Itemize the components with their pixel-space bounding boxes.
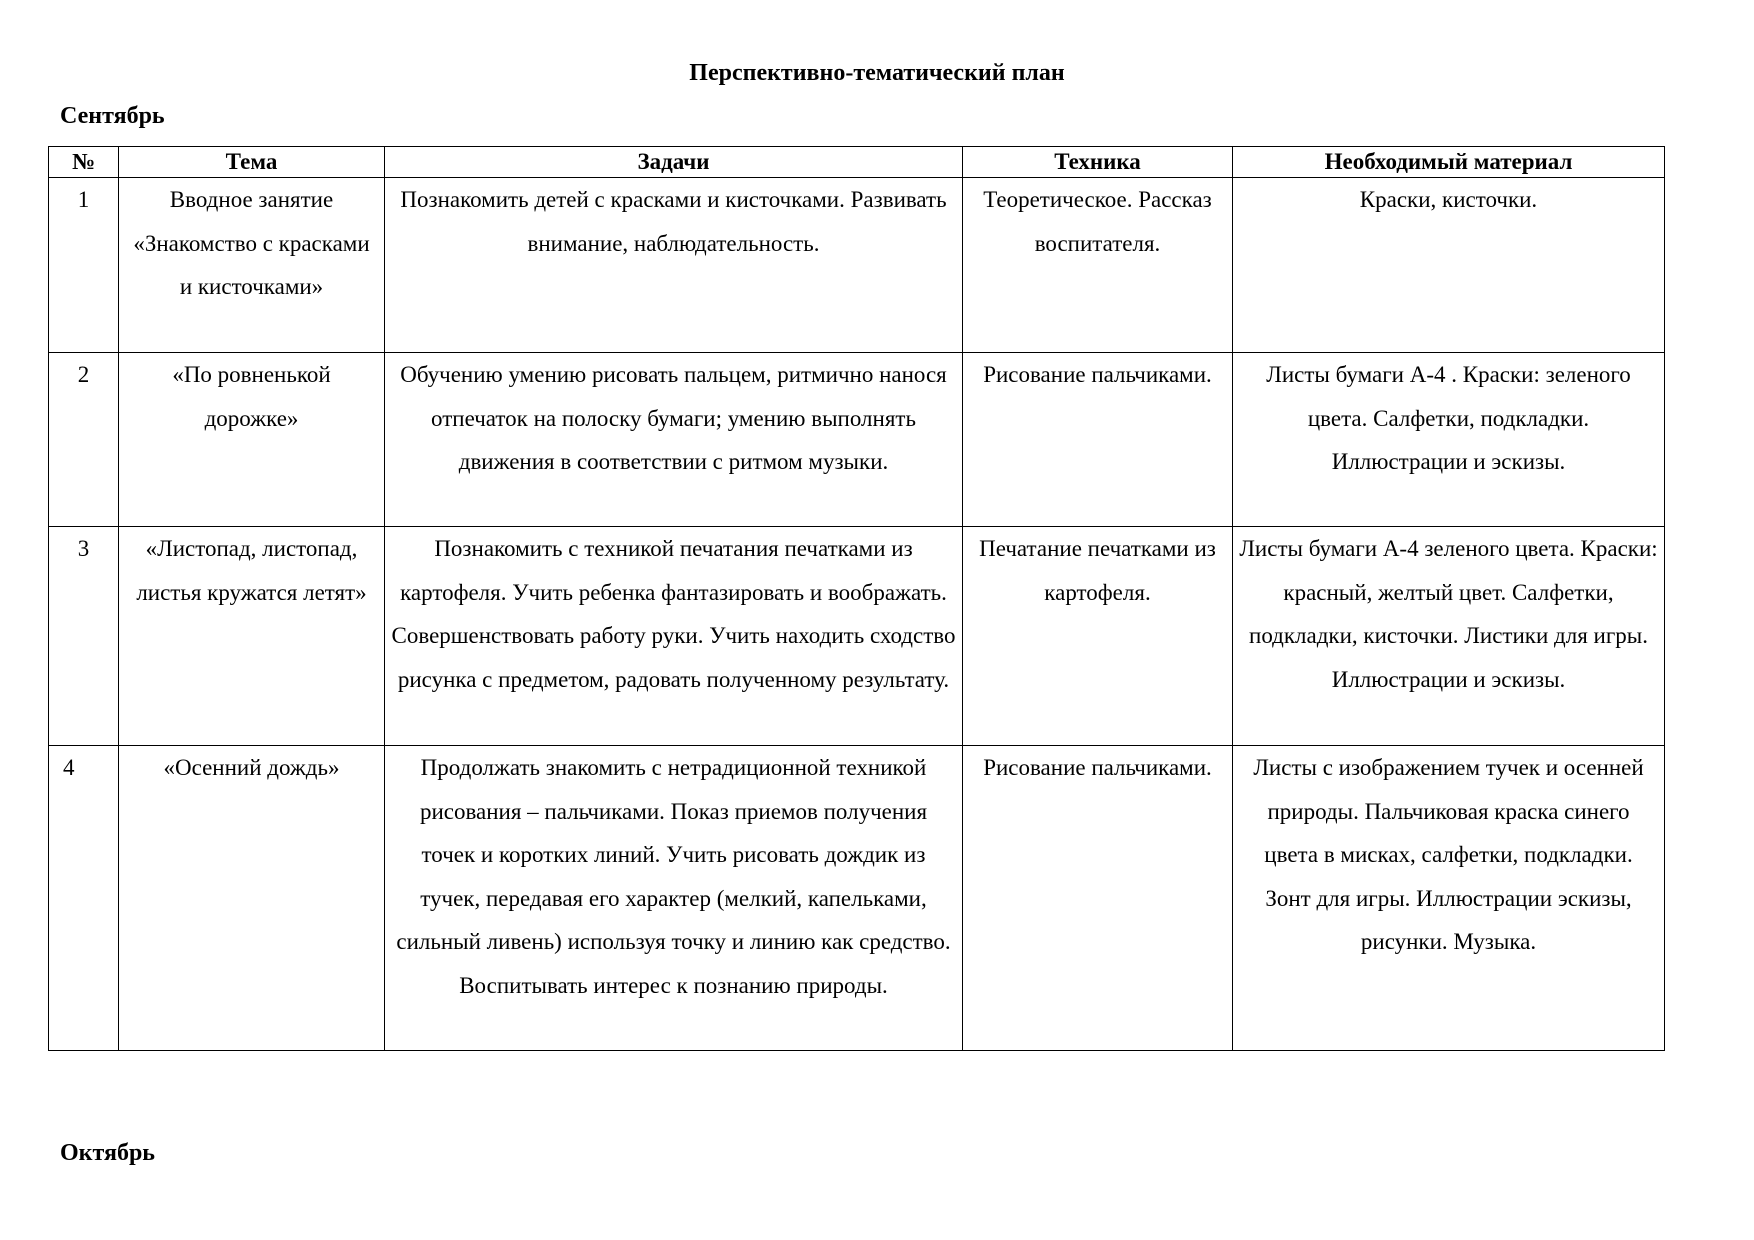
table-row (49, 746, 1665, 1051)
month-heading-september: Сентябрь (60, 103, 165, 129)
row-technique: Печатание печатками из картофеля. (963, 527, 1233, 746)
row-material: Листы бумаги А-4 зеленого цвета. Краски: красный, желтый цвет. Салфетки, подкладки, кисточки. Листики для игры. Иллюстрации и эскизы. (1233, 527, 1665, 746)
table-row (49, 178, 1665, 353)
row-material: Листы с изображением тучек и осенней природы. Пальчиковая краска синего цвета в мисках, салфетки, подкладки. Зонт для игры. Иллюстрации эскизы, рисунки. Музыка. (1233, 746, 1665, 1051)
month-heading-october: Октябрь (60, 1140, 155, 1166)
row-number: 3 (49, 527, 119, 746)
row-material: Листы бумаги А-4 . Краски: зеленого цвета. Салфетки, подкладки. Иллюстрации и эскизы. (1233, 353, 1665, 527)
row-tasks: Познакомить детей с красками и кисточками. Развивать внимание, наблюдательность. (385, 178, 963, 353)
plan-table (48, 146, 1665, 1051)
row-technique: Рисование пальчиками. (963, 353, 1233, 527)
row-theme: «Осенний дождь» (119, 746, 385, 1051)
row-number: 1 (49, 178, 119, 353)
row-number: 4 (49, 746, 119, 1051)
table-header-row (49, 147, 1665, 178)
row-tasks: Познакомить с техникой печатания печатками из картофеля. Учить ребенка фантазировать и воображать. Совершенствовать работу руки. Учить находить сходство рисунка с предметом, радовать полученному результату. (385, 527, 963, 746)
header-number: № (49, 147, 119, 178)
row-technique: Рисование пальчиками. (963, 746, 1233, 1051)
row-tasks: Продолжать знакомить с нетрадиционной техникой рисования – пальчиками. Показ приемов получения точек и коротких линий. Учить рисовать дождик из тучек, передавая его характер (мелкий, капельками, сильный ливень) используя точку и линию как средство. Воспитывать интерес к познанию природы. (385, 746, 963, 1051)
row-number: 2 (49, 353, 119, 527)
header-tasks: Задачи (385, 147, 963, 178)
table-row (49, 353, 1665, 527)
row-theme: «По ровненькой дорожке» (119, 353, 385, 527)
header-theme: Тема (119, 147, 385, 178)
row-theme: Вводное занятие «Знакомство с красками и кисточками» (119, 178, 385, 353)
table-row (49, 527, 1665, 746)
header-technique: Техника (963, 147, 1233, 178)
row-tasks: Обучению умению рисовать пальцем, ритмично нанося отпечаток на полоску бумаги; умению выполнять движения в соответствии с ритмом музыки. (385, 353, 963, 527)
row-technique: Теоретическое. Рассказ воспитателя. (963, 178, 1233, 353)
document-title: Перспективно-тематический план (689, 60, 1065, 86)
row-material: Краски, кисточки. (1233, 178, 1665, 353)
header-material: Необходимый материал (1233, 147, 1665, 178)
row-theme: «Листопад, листопад, листья кружатся летят» (119, 527, 385, 746)
